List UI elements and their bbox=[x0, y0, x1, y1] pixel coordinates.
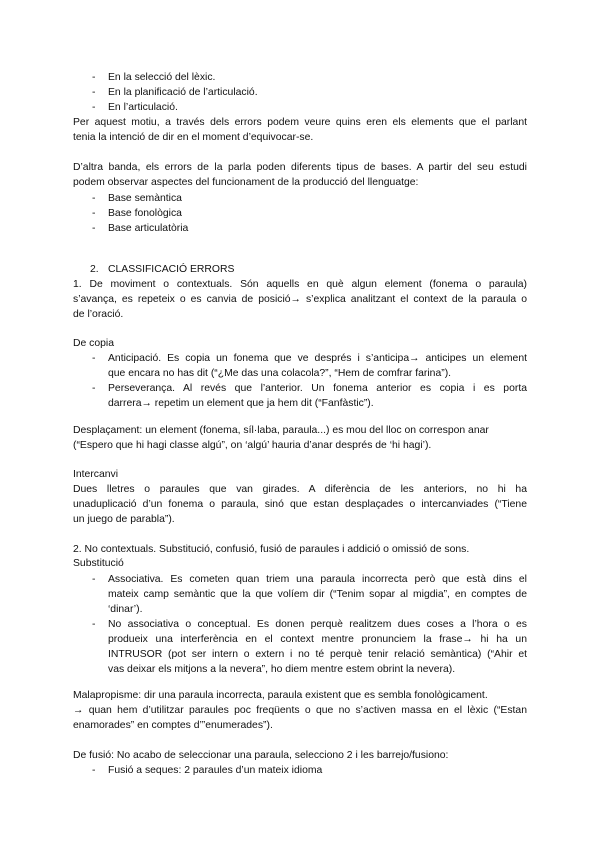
list-dash: - bbox=[92, 574, 96, 585]
paragraph-line: tenia la intenció de dir en el moment d’equivocar-se. bbox=[73, 132, 314, 143]
list-item: En l’articulació. bbox=[108, 102, 178, 113]
subheading: Intercanvi bbox=[73, 469, 119, 480]
list-dash: - bbox=[92, 619, 96, 630]
list-item-continuation: mateix camp semàntic que la que volíem dir (“Tenim sopar al migdia”, en comptes de bbox=[108, 589, 527, 600]
subheading: De copia bbox=[73, 338, 115, 349]
paragraph-line: s’avança, es repeteix o es canvia de posició→ s’explica analitzant el context de la paraula o bbox=[73, 294, 527, 305]
paragraph-line: Per aquest motiu, a través dels errors podem veure quins eren els elements que el parlant bbox=[73, 117, 527, 128]
list-item: En la selecció del lèxic. bbox=[108, 72, 216, 83]
section-title: CLASSIFICACIÓ ERRORS bbox=[108, 264, 235, 275]
list-item-continuation: ‘dinar’). bbox=[108, 604, 143, 615]
list-dash: - bbox=[92, 208, 96, 219]
paragraph-line: 2. No contextuals. Substitució, confusió, fusió de paraules i addició o omissió de sons. bbox=[73, 544, 470, 555]
list-dash: - bbox=[92, 102, 96, 113]
list-item-continuation: que encara no has dit (“¿Me das una colacola?”, “Hem de comfrar farina”). bbox=[108, 368, 452, 379]
paragraph-line: Dues lletres o paraules que van girades. A diferència de les anteriors, no hi ha bbox=[73, 484, 527, 495]
list-dash: - bbox=[92, 193, 96, 204]
list-item-continuation: darrera→ repetim un element que ja hem dit (“Fanfàstic”). bbox=[108, 398, 374, 409]
paragraph-line: podem observar aspectes del funcionament de la producció del llenguatge: bbox=[73, 177, 419, 188]
list-dash: - bbox=[92, 87, 96, 98]
paragraph-line: De fusió: No acabo de seleccionar una paraula, selecciono 2 i les barrejo/fusiono: bbox=[73, 750, 449, 761]
paragraph-line: Desplaçament: un element (fonema, síl·laba, paraula...) es mou del lloc on correspon anar bbox=[73, 425, 489, 436]
paragraph-line: (“Espero que hi hagi classe algú”, on ‘algú’ hauria d’anar després de ‘hi hagi’). bbox=[73, 440, 432, 451]
paragraph-line: de l’oració. bbox=[73, 309, 124, 320]
list-dash: - bbox=[92, 223, 96, 234]
paragraph-line: Malapropisme: dir una paraula incorrecta, paraula existent que es sembla fonològicament. bbox=[73, 690, 488, 701]
paragraph-line: un juego de parabla”). bbox=[73, 514, 175, 525]
paragraph-line: → quan hem d’utilitzar paraules poc freqüents o que no s’activen massa en el lèxic (“Estan bbox=[73, 705, 527, 716]
list-item-continuation: INTRUSOR (pot ser intern o extern i no té perquè tenir relació semàntica) (“Ahir et bbox=[108, 649, 527, 660]
list-dash: - bbox=[92, 765, 96, 776]
paragraph-line: 1. De moviment o contextuals. Són aquells en què algun element (fonema o paraula) bbox=[73, 279, 527, 290]
list-item-continuation: vas deixar els mitjons a la nevera”, ho diem mentre estem obrint la nevera). bbox=[108, 664, 456, 675]
list-dash: - bbox=[92, 353, 96, 364]
paragraph-line: enamorades” en comptes d’”enumerades”). bbox=[73, 720, 273, 731]
paragraph-line: unaduplicació d’un fonema o paraula, sinó que estan desplaçades o intercanviades (“Tiene bbox=[73, 499, 527, 510]
section-number: 2. bbox=[90, 264, 99, 275]
list-dash: - bbox=[92, 383, 96, 394]
list-item: Base articulatòria bbox=[108, 223, 189, 234]
list-item: En la planificació de l’articulació. bbox=[108, 87, 258, 98]
list-item-continuation: produeix una interferència en el context mentre pronunciem la frase→ hi ha un bbox=[108, 634, 527, 645]
list-item: Base fonològica bbox=[108, 208, 182, 219]
list-item: Associativa. Es cometen quan triem una paraula incorrecta però que està dins el bbox=[108, 574, 527, 585]
list-item: Base semàntica bbox=[108, 193, 182, 204]
list-item: Perseverança. Al revés que l’anterior. Un fonema anterior es copia i es porta bbox=[108, 383, 527, 394]
list-item: Anticipació. Es copia un fonema que ve després i s’anticipa→ anticipes un element bbox=[108, 353, 527, 364]
list-item: Fusió a seques: 2 paraules d’un mateix idioma bbox=[108, 765, 323, 776]
paragraph-line: D’altra banda, els errors de la parla poden diferents tipus de bases. A partir del seu estudi bbox=[73, 162, 527, 173]
list-item: No associativa o conceptual. Es donen perquè realitzem dues coses a l’hora o es bbox=[108, 619, 527, 630]
list-dash: - bbox=[92, 72, 96, 83]
subheading: Substitució bbox=[73, 558, 124, 569]
